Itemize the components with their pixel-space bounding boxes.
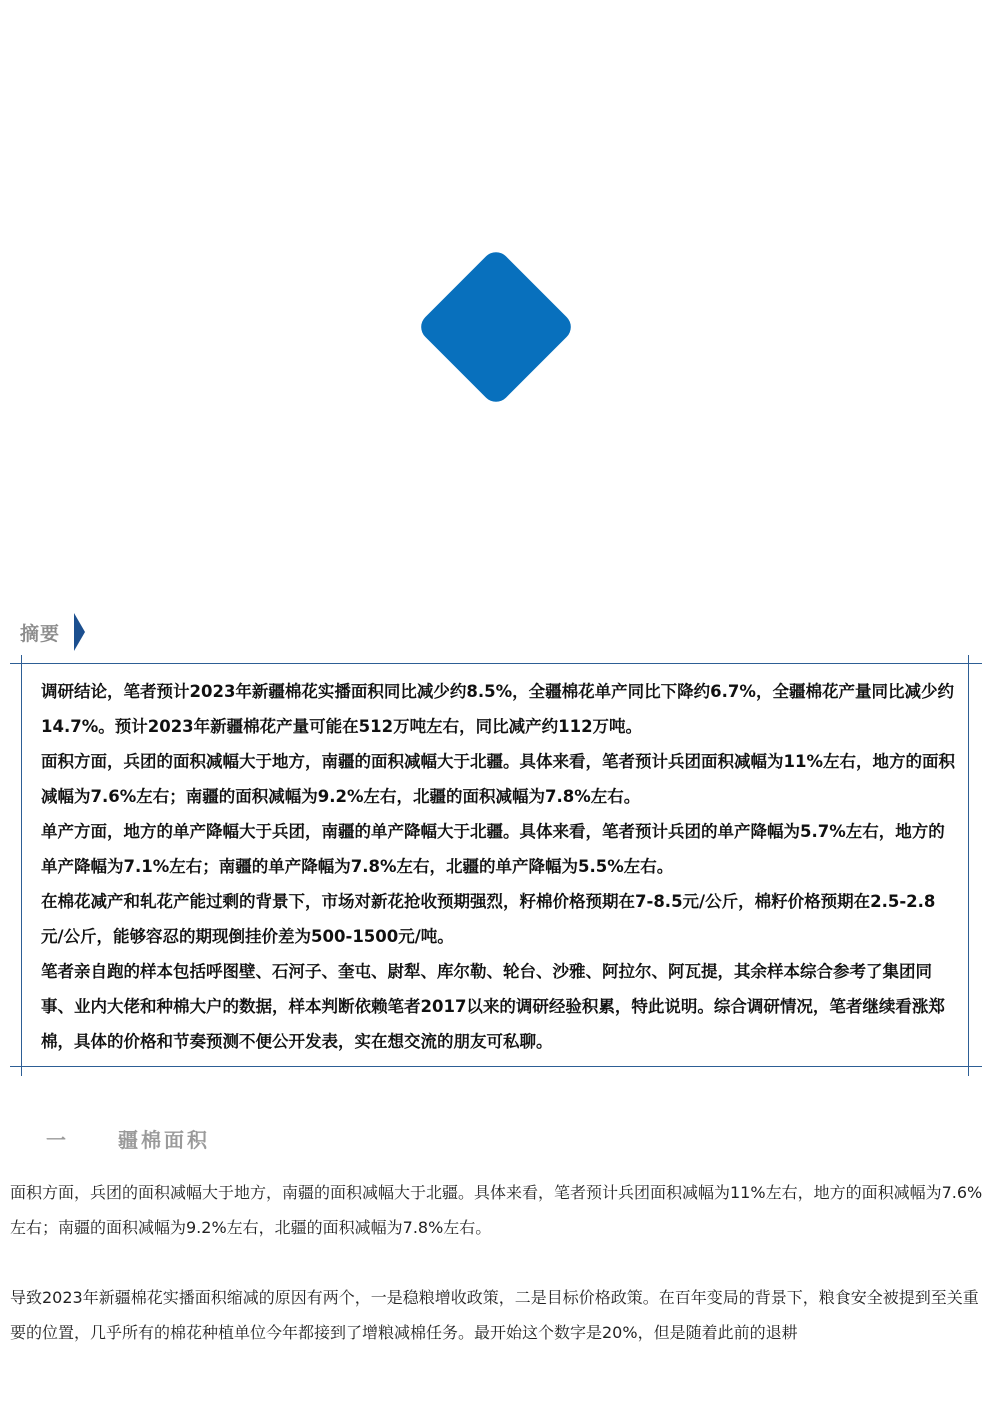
- section-heading: [46, 1120, 210, 1156]
- body-paragraph: [10, 1175, 986, 1245]
- frame-left-rule: [21, 655, 22, 1076]
- summary-paragraph: 笔者亲自跑的样本包括呼图壁、石河子、奎屯、尉犁、库尔勒、轮台、沙雅、阿拉尔、阿瓦提，其余样本综合参考了集团同事、业内大佬和种棉大户的数据，样本判断依赖笔者2017以来的调研经验积累，特此说明。综合调研情况，笔者继续看涨郑棉，具体的价格和节奏预测不便公开发表，实在想交流的朋友可私聊。: [41, 962, 945, 1051]
- summary-paragraph: 在棉花减产和轧花产能过剩的背景下，市场对新花抢收预期强烈，籽棉价格预期在7-8.5元/公斤，棉籽价格预期在2.5-2.8元/公斤，能够容忍的期现倒挂价差为500-1500元/吨。: [41, 892, 936, 946]
- frame-right-rule: [968, 655, 969, 1076]
- summary-content: [41, 674, 955, 1059]
- chevron-right-icon: [74, 613, 85, 651]
- frame-top-rule: [10, 663, 982, 664]
- summary-label: 摘要: [20, 622, 61, 645]
- body-paragraph-text: 面积方面，兵团的面积减幅大于地方，南疆的面积减幅大于北疆。具体来看，笔者预计兵团面积减幅为11%左右，地方的面积减幅为7.6%左右；南疆的面积减幅为9.2%左右，北疆的面积减幅为7.8%左右。: [10, 1183, 983, 1237]
- summary-paragraph: 单产方面，地方的单产降幅大于兵团，南疆的单产降幅大于北疆。具体来看，笔者预计兵团的单产降幅为5.7%左右，地方的单产降幅为7.1%左右；南疆的单产降幅为7.8%左右，北疆的单产降幅为5.5%左右。: [41, 822, 945, 876]
- summary-paragraph: 面积方面，兵团的面积减幅大于地方，南疆的面积减幅大于北疆。具体来看，笔者预计兵团面积减幅为11%左右，地方的面积减幅为7.6%左右；南疆的面积减幅为9.2%左右，北疆的面积减幅为7.8%左右。: [41, 752, 955, 806]
- frame-bottom-rule: [10, 1066, 982, 1067]
- summary-header: [20, 612, 85, 652]
- body-paragraph: [10, 1280, 986, 1350]
- summary-paragraph: 调研结论，笔者预计2023年新疆棉花实播面积同比减少约8.5%，全疆棉花单产同比下降约6.7%，全疆棉花产量同比减少约14.7%。预计2023年新疆棉花产量可能在512万吨左右，同比减产约112万吨。: [41, 682, 954, 736]
- section-title: 疆棉面积: [118, 1127, 210, 1152]
- body-paragraph-text: 导致2023年新疆棉花实播面积缩减的原因有两个，一是稳粮增收政策，二是目标价格政策。在百年变局的背景下，粮食安全被提到至关重要的位置，几乎所有的棉花种植单位今年都接到了增粮减棉任务。最开始这个数字是20%，但是随着此前的退耕: [10, 1288, 979, 1342]
- section-number: 一: [46, 1127, 66, 1152]
- decorative-diamond-icon: [415, 246, 576, 407]
